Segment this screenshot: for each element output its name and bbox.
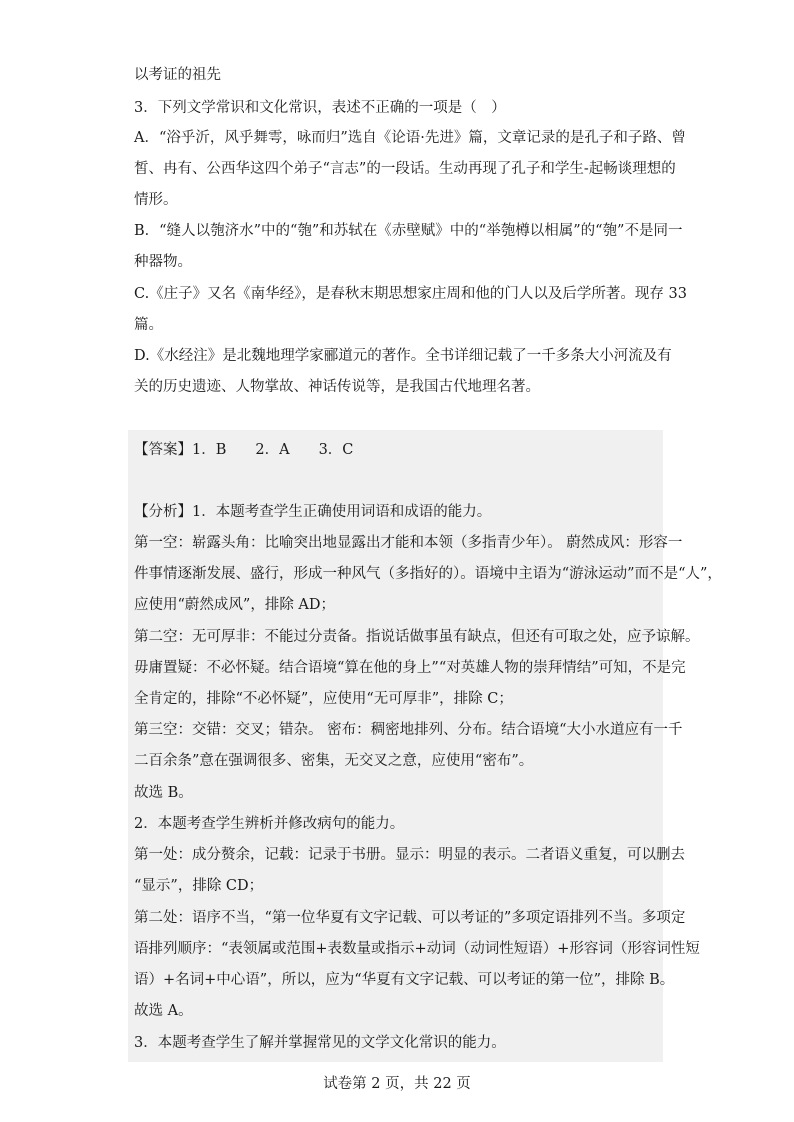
answer-line: 【答案】1．B 2．A 3．C: [134, 442, 354, 458]
analysis-line: 故选 A。: [134, 1003, 193, 1019]
analysis-line: 件事情逐渐发展、盛行，形成一种风气（多指好的）。语境中主语为“游泳运动”而不是“人”，: [134, 566, 722, 582]
option-b-line-1: B．“缝人以匏济水”中的“匏”和苏轼在《赤壁赋》中的“举匏樽以相属”的“匏”不是同一: [134, 223, 683, 239]
analysis-line: 第一空：崭露头角：比喻突出地显露出才能和本领（多指青少年）。 蔚然成风：形容一: [134, 535, 683, 551]
analysis-line: 【分析】1．本题考查学生正确使用词语和成语的能力。: [134, 504, 492, 520]
option-a-line-1: A．“浴乎沂，风乎舞雩，咏而归”选自《论语·先进》篇，文章记录的是孔子和子路、曾: [134, 130, 686, 146]
option-d-line-1: D.《水经注》是北魏地理学家郦道元的著作。全书详细记载了一千多条大小河流及有: [134, 348, 672, 364]
option-a-line-2: 皙、冉有、公西华这四个弟子“言志”的一段话。生动再现了孔子和学生-起畅谈理想的: [134, 161, 676, 177]
analysis-line: 3．本题考查学生了解并掌握常见的文学文化常识的能力。: [134, 1035, 506, 1051]
analysis-line: 毋庸置疑：不必怀疑。结合语境“算在他的身上”“对英雄人物的崇拜情结”可知，不是完: [134, 660, 686, 676]
analysis-line: 第二处：语序不当，“第一位华夏有文字记载、可以考证的”多项定语排列不当。多项定: [134, 910, 686, 926]
analysis-line: 全肯定的，排除“不必怀疑”，应使用“无可厚非”，排除 C；: [134, 691, 513, 707]
analysis-line: “显示”，排除 CD；: [134, 878, 264, 894]
analysis-line: 应使用“蔚然成风”，排除 AD；: [134, 597, 336, 613]
analysis-line: 语）+名词+中心语”，所以，应为“华夏有文字记载、可以考证的第一位”，排除 B。: [134, 972, 675, 988]
answer-analysis-box: [128, 430, 663, 1062]
analysis-line: 故选 B。: [134, 785, 193, 801]
page-footer: 试卷第 2 页，共 22 页: [323, 1076, 471, 1092]
analysis-line: 2．本题考查学生辨析并修改病句的能力。: [134, 816, 405, 832]
analysis-line: 第三空：交错：交叉；错杂。 密布：稠密地排列、分布。结合语境“大小水道应有一千: [134, 722, 683, 738]
analysis-line: 语排列顺序：“表领属或范围+表数量或指示+动词（动词性短语）+形容词（形容词性短: [134, 941, 700, 957]
option-d-line-2: 关的历史遗迹、人物掌故、神话传说等，是我国古代地理名著。: [134, 379, 540, 395]
analysis-line: 二百余条”意在强调很多、密集，无交叉之意，应使用“密布”。: [134, 753, 534, 769]
question-stem: 3．下列文学常识和文化常识，表述不正确的一项是（ ）: [134, 100, 506, 116]
option-a-line-3: 情形。: [134, 192, 178, 208]
option-c-line-1: C.《庄子》又名《南华经》，是春秋末期思想家庄周和他的门人以及后学所著。现存 33: [134, 286, 687, 302]
option-c-line-2: 篇。: [134, 317, 163, 333]
analysis-line: 第二空：无可厚非：不能过分责备。指说话做事虽有缺点，但还有可取之处，应予谅解。: [134, 629, 700, 645]
option-b-line-2: 种器物。: [134, 254, 192, 270]
text-line: 以考证的祖先: [134, 67, 221, 83]
analysis-line: 第一处：成分赘余，记载：记录于书册。显示：明显的表示。二者语义重复，可以删去: [134, 847, 685, 863]
